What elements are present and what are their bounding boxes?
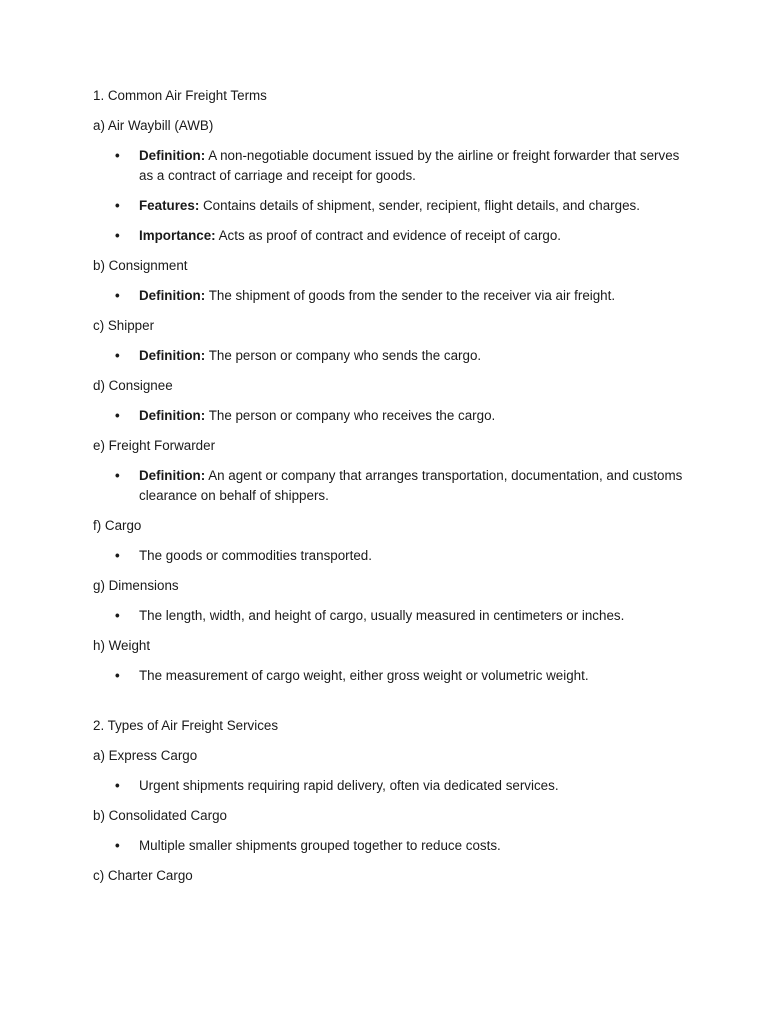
bullet-text: A non-negotiable document issued by the airline or freight forwarder that serves as a contract of carriage and receipt for goods. [139, 148, 680, 183]
document-body [93, 86, 693, 896]
bullet-lead: Definition: [139, 288, 206, 303]
term-heading: e) Freight Forwarder [93, 438, 216, 453]
list-item [93, 346, 693, 366]
bullet-list [93, 836, 693, 856]
list-item [93, 776, 693, 796]
bullet-list [93, 776, 693, 796]
list-item [93, 146, 693, 186]
term-heading: a) Express Cargo [93, 748, 198, 763]
bullet-icon: • [115, 548, 120, 563]
term-heading: f) Cargo [93, 518, 142, 533]
bullet-list [93, 466, 693, 506]
term-heading: h) Weight [93, 638, 151, 653]
list-item [93, 836, 693, 856]
section-heading: 2. Types of Air Freight Services [93, 718, 279, 733]
term-heading: g) Dimensions [93, 578, 179, 593]
bullet-text: Urgent shipments requiring rapid delivery, often via dedicated services. [139, 778, 559, 793]
bullet-text: The goods or commodities transported. [139, 548, 372, 563]
bullet-text: The person or company who receives the cargo. [208, 408, 496, 423]
term-heading: c) Charter Cargo [93, 868, 193, 883]
bullet-lead: Definition: [139, 348, 206, 363]
bullet-icon: • [115, 778, 120, 793]
bullet-text: The person or company who sends the cargo. [208, 348, 482, 363]
bullet-text: Multiple smaller shipments grouped together to reduce costs. [139, 838, 501, 853]
bullet-lead: Definition: [139, 148, 206, 163]
term-heading: d) Consignee [93, 378, 173, 393]
bullet-lead: Definition: [139, 408, 206, 423]
term-heading: c) Shipper [93, 318, 155, 333]
bullet-icon: • [115, 408, 120, 423]
bullet-list [93, 146, 693, 246]
list-item [93, 196, 693, 216]
bullet-text: Acts as proof of contract and evidence of receipt of cargo. [218, 228, 562, 243]
bullet-text: The length, width, and height of cargo, usually measured in centimeters or inches. [139, 608, 625, 623]
bullet-list [93, 666, 693, 686]
list-item [93, 226, 693, 246]
list-item [93, 666, 693, 686]
bullet-list [93, 406, 693, 426]
bullet-text: The measurement of cargo weight, either gross weight or volumetric weight. [139, 668, 589, 683]
list-item [93, 406, 693, 426]
bullet-lead: Definition: [139, 468, 206, 483]
bullet-icon: • [115, 668, 120, 683]
bullet-text: Contains details of shipment, sender, recipient, flight details, and charges. [203, 198, 640, 213]
bullet-text: An agent or company that arranges transportation, documentation, and customs clearance on behalf of shippers. [139, 468, 683, 503]
section-heading: 1. Common Air Freight Terms [93, 88, 267, 103]
bullet-list [93, 346, 693, 366]
term-heading: a) Air Waybill (AWB) [93, 118, 214, 133]
bullet-icon: • [115, 228, 120, 243]
bullet-lead: Importance: [139, 228, 216, 243]
bullet-list [93, 286, 693, 306]
bullet-icon: • [115, 838, 120, 853]
list-item [93, 606, 693, 626]
term-heading: b) Consignment [93, 258, 188, 273]
bullet-list [93, 606, 693, 626]
list-item [93, 286, 693, 306]
bullet-list [93, 546, 693, 566]
term-heading: b) Consolidated Cargo [93, 808, 227, 823]
bullet-icon: • [115, 288, 120, 303]
bullet-icon: • [115, 468, 120, 483]
bullet-icon: • [115, 198, 120, 213]
bullet-icon: • [115, 608, 120, 623]
bullet-icon: • [115, 348, 120, 363]
bullet-icon: • [115, 148, 120, 163]
bullet-lead: Features: [139, 198, 200, 213]
bullet-text: The shipment of goods from the sender to the receiver via air freight. [208, 288, 616, 303]
list-item [93, 546, 693, 566]
list-item [93, 466, 693, 506]
section-spacer [93, 696, 693, 716]
